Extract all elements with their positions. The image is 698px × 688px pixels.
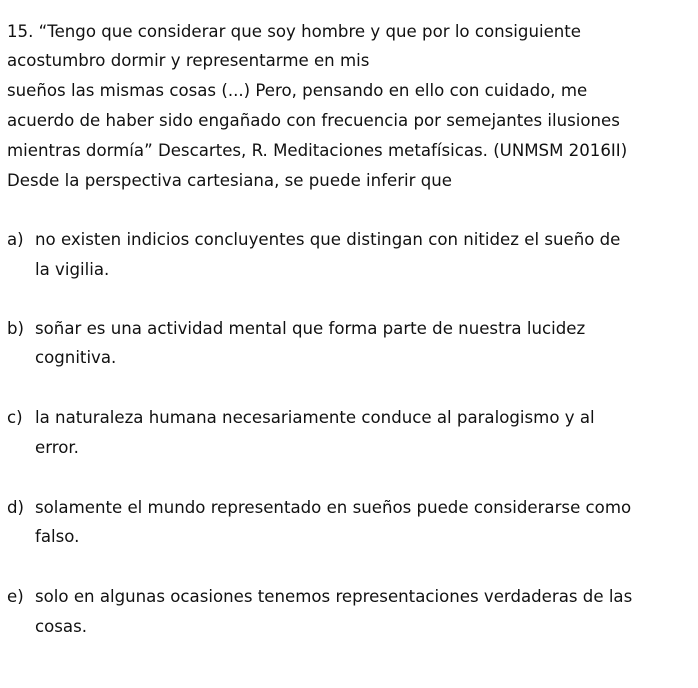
option-text-line: solamente el mundo representado en sueños puede considerarse como [35, 498, 632, 517]
option-letter: a) [7, 230, 24, 249]
option-letter: e) [7, 587, 24, 606]
stem-line: sueños las mismas cosas (...) Pero, pensando en ello con cuidado, me [7, 81, 588, 100]
option-text-line: solo en algunas ocasiones tenemos representaciones verdaderas de las [35, 587, 633, 606]
option-text-line: cognitiva. [35, 348, 117, 367]
option-text-line: soñar es una actividad mental que forma parte de nuestra lucidez [35, 319, 586, 338]
option-text-line: cosas. [35, 617, 88, 636]
stem-line: acostumbro dormir y representarme en mis [7, 51, 370, 70]
option-letter: b) [7, 319, 25, 338]
stem-line: mientras dormía” Descartes, R. Meditaciones metafísicas. (UNMSM 2016II) [7, 141, 628, 160]
option-letter: c) [7, 408, 23, 427]
option-text-line: falso. [35, 527, 80, 546]
option-text-line: no existen indicios concluyentes que distingan con nitidez el sueño de [35, 230, 621, 249]
option-text-line: la naturaleza humana necesariamente conduce al paralogismo y al [35, 408, 595, 427]
stem-line: acuerdo de haber sido engañado con frecuencia por semejantes ilusiones [7, 111, 620, 130]
option-letter: d) [7, 498, 25, 517]
option-text-line: error. [35, 438, 79, 457]
option-text-line: la vigilia. [35, 260, 110, 279]
stem-line: 15. “Tengo que considerar que soy hombre y que por lo consiguiente [7, 22, 582, 41]
stem-line: Desde la perspectiva cartesiana, se puede inferir que [7, 171, 453, 190]
